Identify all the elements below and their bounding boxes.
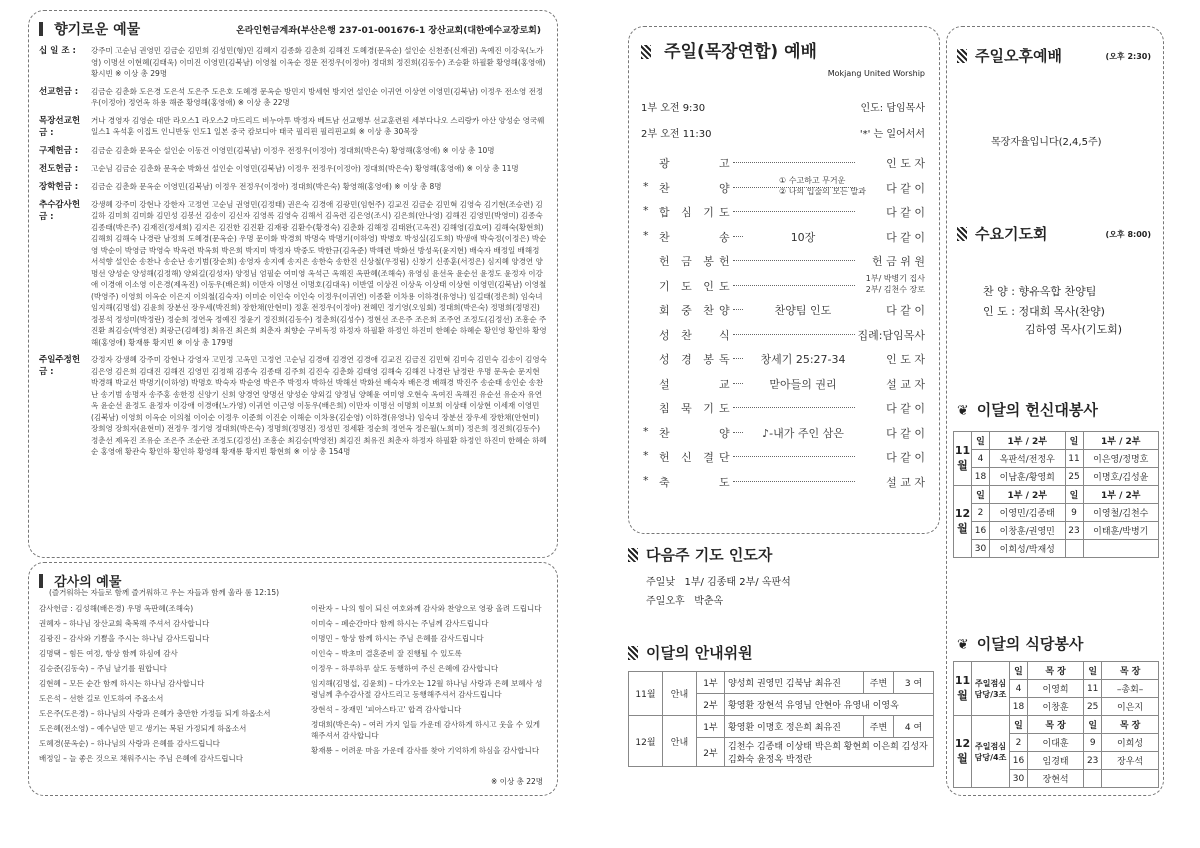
item-name-end: 식 <box>719 328 730 342</box>
schedule-cell: 4 <box>972 450 990 468</box>
worship-row <box>643 445 925 467</box>
header-cell: 일 <box>1010 716 1028 734</box>
star-mark: * <box>643 204 649 217</box>
schedule-cell: 옥판석/전정우 <box>990 450 1066 468</box>
item-name-end: 도 <box>719 475 730 489</box>
thanks-item: 임지해(김명섭, 김윤희) – 다가오는 12월 하나님 사랑과 은혜 보혜사 성령님께 추수감사절 감사드리고 동행해주셔서 감사드립니다 <box>311 679 543 699</box>
thanks-item: 김광진 – 감사와 기쁨을 주시는 하나님 감사드립니다 <box>39 634 210 643</box>
offering-item <box>39 86 547 109</box>
month-label: 12월 <box>954 486 972 558</box>
next-r1-value: 1부/ 김종태 2부/ 옥판석 <box>684 577 791 588</box>
category-cell <box>972 716 1010 788</box>
thanks-item: 이정우 – 하루하루 살도 동행하여 주신 은혜에 감사합니다 <box>311 664 499 673</box>
usher-names: 김천수 김종태 이상태 박은희 황현희 이은희 김성자 김화숙 윤정옥 박정란 <box>725 738 934 767</box>
item-name: 설 <box>659 377 674 391</box>
item-name-end: 단 <box>719 451 730 464</box>
category-name: 주일점심 <box>975 741 1006 751</box>
star-mark: * <box>643 228 649 242</box>
afternoon-time: (오후 2:30) <box>1105 52 1151 61</box>
thanks-item: 도은혜(전소영) – 예수님만 믿고 생기는 복된 가정되게 하옵소서 <box>39 724 247 733</box>
wed-line-2: 인 도 : 정대희 목사(찬양) <box>983 305 1105 318</box>
schedule-cell: 이은영/정명호 <box>1083 450 1159 468</box>
thanks-col-right <box>311 603 547 768</box>
offering-label: 목장선교헌금 : <box>39 115 81 138</box>
item-name: 찬 <box>659 230 674 244</box>
offering-label: 전도헌금 : <box>39 163 79 174</box>
month-label: 12월 <box>954 716 972 788</box>
usher-part: 1부 <box>697 672 725 694</box>
offering-names: 강생혜 강주미 강현나 강한자 고정연 고순님 권영민(김정태) 권은숙 김경애 김광민(임현주) 김교진 김금순 김민혁 김영숙 김기현(조승련) 김길하 김미희 김미화 김민성 김봉선 김송이 김신자 김영록 김영숙 김해서 김옥련 김은영(조시) 김은희(안나영) 김해진 김영민(박영미) 김종숙 김종태(박은주) 김재진(정세희) 김지은 김진한 김진환 김재광 김환수(황경숙) 김춘화 김해정 김태완(고옥진) 김해영(김효여) 김해숙(황현희) 김해희 김해숙 나경란 남정희 도혜경(문옥순) 우명 문이화 박경희 박명숙 박명기(이하영) 박병호 박성실(김도희) 박생애 박숙정(이정은) 박순영 박순이 박영금 박영숙 박옥련 박옥희 박은희 박지미 박정자 박중도 박한규(김옥준) 박해련 박화선 방성욱(윤지현) 배숙자 배정일 배해정 서석향 설인순 송찬나 송순난 송기범(장순희) 송영자 송지예 송지은 송한숙 송한진 신상철(우정림) 신창기 신종훈(서정은) 심지혜 양경연 양명선 양성순 양성해(김정해) 양외길(김성자) 양정님 엄필순 여미영 옥석근 옥해진 옥판혜(조해숙) 유영심 윤선옥 윤순선 윤정도 윤정자 이강애 이경애 이소영 이은경(제옥진) 이동우(배은희) 이만자 이명선 이명호(김대욱) 이반열 이상진 이상욱 이상태 이상현 이영민(김북남) 이영철(박영주) 이영희 이옥순 이은지 이의철(김숙자) 이미순 이인숙 이인숙 이정우(이귀연) 이종환 이차용 이하경(유영나) 임길태(정은희) 임숙녀 임지해(김명섭) 김윤희 장분선 장우세(박진희) 장한채(안현미) 정훈 전정우(이정아) 전혜민 정기영(오임회) 정대희(박은숙) 정명희(정명진) 정봉석 정성미(박정란) 정순희 정연옥 정예진 정윤기 정진희(김동수) 정춘희(김성수) 정현선 조은주 조은희 조주연 조정도(김정선) 조흥순 주진환 최김승(박영전) 최광근(김혜정) 최유진 최은희 최춘자 최향순 구비독정 하정자 하필환 하정인 하진미 한혜순 하혜순 황인영 황인하 황영해(홍영애) 황재룡 황지빈 ※ 이상 총 179명 <box>91 199 547 347</box>
usher-part: 1부 <box>697 716 725 738</box>
worship-row <box>643 372 925 394</box>
item-detail: 맏아들의 권리 <box>743 376 863 392</box>
header-cell: 일 <box>1084 716 1102 734</box>
item-detail: 창세기 25:27-34 <box>743 351 863 367</box>
prayer-1: 1부/ 박병기 집사 <box>865 273 925 283</box>
offering-label: 장학헌금 : <box>39 181 79 192</box>
thanks-item: 권혜자 – 하나님 장산교회 축복해 주셔서 감사합니다 <box>39 619 210 628</box>
bar-icon <box>39 22 43 36</box>
schedule-cell: 25 <box>1084 698 1102 716</box>
ushers-table <box>628 671 934 767</box>
pattern-icon <box>628 548 638 562</box>
usher-role: 안내 <box>663 672 697 716</box>
header-cell: 일 <box>1010 662 1028 680</box>
offering-label: 주일주정헌금 : <box>39 355 81 377</box>
schedule-cell <box>1084 770 1102 788</box>
schedule-cell: 이은지 <box>1102 698 1159 716</box>
next-r2-value: 박춘옥 <box>694 596 724 607</box>
item-name: 합 심 기 <box>659 206 718 219</box>
ushers-title: 이달의 안내위원 <box>646 644 753 662</box>
star-mark: * <box>643 179 649 193</box>
item-person: 인 도 자 <box>886 353 925 366</box>
item-name-end: 독 <box>719 353 730 366</box>
header-cell: 일 <box>1065 486 1083 504</box>
worship-row <box>643 249 925 271</box>
item-detail: 10장 <box>743 229 863 245</box>
usher-count: 4 여 <box>894 716 934 738</box>
afternoon-body: 목장자율입니다(2,4,5주) <box>991 137 1102 148</box>
offering-item <box>39 45 547 80</box>
schedule-cell: 2 <box>1010 734 1028 752</box>
worship-row <box>643 200 925 222</box>
schedule-cell: 임경태 <box>1028 752 1084 770</box>
account-info: 온라인헌금계좌(부산은행 237-01-001676-1 장산교회(대한예수교장로회) <box>236 26 541 36</box>
schedule-cell: 이영철/김천수 <box>1083 504 1159 522</box>
offering-item <box>39 181 547 193</box>
offering-label: 구제헌금 : <box>39 145 79 156</box>
next-r1-label: 주일낮 <box>646 577 675 588</box>
month-label: 11월 <box>954 662 972 716</box>
thanks-item: 이미숙 – 폐순간마다 함께 하시는 주님께 감사드립니다 <box>311 619 489 628</box>
kitchen-title: 이달의 식당봉사 <box>976 635 1084 653</box>
hymn-1: ① 수고하고 무거운 <box>779 175 846 185</box>
thanks-box <box>28 562 558 796</box>
wed-line-3: 김하영 목사(기도회) <box>1025 323 1123 336</box>
item-person: 헌 금 위 원 <box>872 255 925 268</box>
schedule-cell: 30 <box>1010 770 1028 788</box>
next-prayer-section <box>628 544 940 607</box>
schedule-cell: 이대훈 <box>1028 734 1084 752</box>
schedule-cell: 16 <box>1010 752 1028 770</box>
worship-title: 주일(목장연합) 예배 <box>664 42 817 62</box>
worship-box <box>628 26 940 534</box>
star-mark: * <box>643 473 649 487</box>
schedule-cell: 11 <box>1065 450 1083 468</box>
item-name: 찬 <box>659 181 674 195</box>
offering-names: 강주미 고순님 권영민 김금순 김민희 김성민(형)민 김혜지 김종화 김춘희 김해진 도혜경(문옥순) 설인순 신천종(신재권) 옥예진 이강욱(노가영) 이명선 이현혜(김태욱) 이미진 이영민(김북남) 이영철 이옥순 정문 전정우(이정아) 정대희 정진희(김동수) 조승환 하필환 황영해(홍영애) 황시빈 ※ 이상 총 29명 <box>91 46 546 78</box>
schedule-cell <box>1065 540 1083 558</box>
item-name: 축 <box>659 475 674 489</box>
item-name: 회 중 찬 <box>659 304 718 317</box>
worship-row <box>643 176 925 198</box>
offering-names: 거나 경영자 김영순 대만 라오스1 라오스2 마드리드 비누아투 박정자 베트남 선교행부 선교훈련원 세부다나오 스리랑카 아산 양성순 영국웨일스1 옥석훈 이집트 인니반둥 인도1 일본 중국 캄보디아 태국 필리핀 필리핀교회 ※ 이상 총 30목장 <box>91 115 545 136</box>
thanks-item: 배정일 – 늘 좋은 것으로 채워주시는 주님 은혜에 감사드립니다 <box>39 754 243 763</box>
thanks-col-left <box>39 603 301 768</box>
header-cell: 일 <box>972 432 990 450</box>
offering-label: 십 일 조 : <box>39 46 76 56</box>
thanks-subtitle: (즐거워하는 자들로 함께 즐거워하고 우는 자들과 함께 울라 롬 12:15) <box>49 588 280 597</box>
thanks-item: 감사헌금 : 김성해(배은경) 우명 옥판혜(조해숙) <box>39 604 194 613</box>
thanks-item: 도은주(도은경) – 하나님의 사랑과 은혜가 충만한 가정들 되게 하옵소서 <box>39 709 271 718</box>
schedule-cell: 9 <box>1084 734 1102 752</box>
thanks-item: 이인숙 – 박초미 결혼준비 잘 진행될 수 있도록 <box>311 649 462 658</box>
item-name-end: 양 <box>719 181 730 195</box>
offering-names: 고순님 김금순 김춘화 문옥순 박화선 설인순 이영민(김북남) 이정우 전정우(이정아) 정대희(박은숙) 황영해(홍영애) ※ 이상 총 11명 <box>91 163 519 173</box>
item-name-end: 도 <box>719 402 730 415</box>
schedule-cell: 이태훈/박병기 <box>1083 522 1159 540</box>
afternoon-title: 주일오후예배 <box>975 47 1062 65</box>
item-person: 다 같 이 <box>886 402 925 415</box>
service-table <box>953 431 1159 558</box>
thanks-item: 김명택 – 힘든 여정, 항상 함께 하심에 감사 <box>39 649 178 658</box>
thanks-item: 도은석 – 선한 길로 인도하여 주옵소서 <box>39 694 164 703</box>
schedule-cell: 장현석 <box>1028 770 1084 788</box>
star-mark: * <box>643 424 649 438</box>
schedule-cell: 25 <box>1065 468 1083 486</box>
item-name: 성 찬 <box>659 328 696 342</box>
stand-note: '*' 는 일어서서 <box>859 129 925 140</box>
item-person: 다 같 이 <box>886 451 925 464</box>
offering-box <box>28 10 558 558</box>
usher-names: 황영환 장현석 유영님 안현아 유영내 이영옥 <box>725 694 934 716</box>
leaf-icon: ❦ <box>957 637 969 653</box>
wed-time: (오후 8:00) <box>1105 230 1151 239</box>
item-name: 찬 <box>659 426 674 440</box>
schedule-cell: 이영희 <box>1028 680 1084 698</box>
header-cell: 목 장 <box>1028 716 1084 734</box>
usher-month: 11월 <box>629 672 663 716</box>
offering-item <box>39 163 547 175</box>
schedule-cell: 이희성/박재성 <box>990 540 1066 558</box>
usher-count: 3 여 <box>894 672 934 694</box>
offering-item <box>39 115 547 139</box>
service-title: 이달의 헌신대봉사 <box>976 401 1098 419</box>
schedule-cell: 16 <box>972 522 990 540</box>
schedule-cell: 이명호/김성윤 <box>1083 468 1159 486</box>
thanks-item: 도혜경(문옥순) – 하나님의 사랑과 은혜를 감사드립니다 <box>39 739 220 748</box>
offering-item <box>39 354 547 458</box>
pattern-icon <box>957 227 967 241</box>
worship-row <box>643 298 925 320</box>
item-person: 다 같 이 <box>886 206 925 219</box>
schedule-cell: 2 <box>972 504 990 522</box>
item-person: 다 같 이 <box>886 426 925 440</box>
next-r2-label: 주일오후 <box>646 596 685 607</box>
schedule-cell: –총회– <box>1102 680 1159 698</box>
header-cell: 일 <box>972 486 990 504</box>
schedule-cell: 이창훈 <box>1028 698 1084 716</box>
worship-subtitle: Mokjang United Worship <box>827 69 925 78</box>
worship-row <box>643 274 925 296</box>
offering-item <box>39 199 547 349</box>
worship-row <box>643 396 925 418</box>
schedule-cell: 이영민/김종태 <box>990 504 1066 522</box>
schedule-cell: 18 <box>1010 698 1028 716</box>
usher-names: 양성희 권영민 김북남 최유진 <box>725 672 864 694</box>
item-person: 다 같 이 <box>886 181 925 195</box>
item-person: 집례:담임목사 <box>857 328 925 342</box>
usher-names: 황영환 이명호 정은희 최유진 <box>725 716 864 738</box>
category-team: 담당/3조 <box>974 689 1007 699</box>
header-cell: 목 장 <box>1102 662 1159 680</box>
worship-row <box>643 347 925 369</box>
time-1: 1부 오전 9:30 <box>641 103 706 114</box>
item-name: 헌 신 결 <box>659 451 718 464</box>
item-name-end: 헌 <box>719 255 730 268</box>
schedule-cell: 이희성 <box>1102 734 1159 752</box>
offering-label: 추수감사헌금 : <box>39 199 81 222</box>
item-detail: ♪-내가 주인 삼은 <box>743 425 863 441</box>
schedule-cell: 18 <box>972 468 990 486</box>
kitchen-table <box>953 661 1159 788</box>
worship-row <box>643 151 925 173</box>
offering-names: 김금순 김춘화 도은경 도은석 도은주 도은호 도혜경 문옥순 방민지 방세현 방지연 설인순 이귀연 이상연 이영민(김북남) 이정우 전소영 전정우(이정아) 정연옥 하용 해준 황영해(홍영애) ※ 이상 총 22명 <box>91 86 544 107</box>
offering-title: 향기로운 예물 <box>54 22 141 38</box>
schedule-cell <box>1102 770 1159 788</box>
leader: 인도: 담임목사 <box>860 103 925 114</box>
schedule-cell: 4 <box>1010 680 1028 698</box>
worship-row <box>643 470 925 492</box>
schedule-cell <box>1083 540 1159 558</box>
pattern-icon <box>957 49 967 63</box>
bar-icon <box>39 574 43 588</box>
item-person: 설 교 자 <box>886 377 925 391</box>
category-team: 담당/4조 <box>974 752 1007 762</box>
item-person: 다 같 이 <box>886 304 925 317</box>
usher-part: 2부 <box>697 694 725 716</box>
item-person: 인 도 자 <box>886 157 925 170</box>
item-name: 성 경 봉 <box>659 353 718 366</box>
offering-list <box>39 45 547 458</box>
header-cell: 일 <box>1065 432 1083 450</box>
thanks-item: 장현석 – 장재민 '피아스타고' 합격 감사합니다 <box>311 705 462 714</box>
item-name-end: 고 <box>719 157 730 170</box>
wed-title: 수요기도회 <box>975 225 1048 243</box>
schedule-cell: 23 <box>1084 752 1102 770</box>
thanks-count: ※ 이상 총 22명 <box>491 777 543 786</box>
usher-lead: 주변 <box>864 716 894 738</box>
offering-label: 선교헌금 : <box>39 86 79 97</box>
thanks-item: 황재룡 – 어려운 마음 가운데 감사를 찾아 기억하게 하심을 감사합니다 <box>311 746 540 755</box>
worship-row <box>643 225 925 247</box>
item-name-end: 송 <box>719 230 730 244</box>
time-2: 2부 오전 11:30 <box>641 129 712 140</box>
offering-names: 강정자 강생혜 강주미 강현나 강영자 고민정 고옥민 고정연 고순님 김경애 김경연 김경애 김교진 김금진 김민혁 김미숙 김민숙 김송이 김영숙 김은영 김은희 김대진 김해진 김영민 김정해 김종숙 김종태 김주희 김진숙 김춘화 김태영 김해숙 김해진 나경란 남정란 우명 문옥순 문지현 박경해 박교선 박명기(이하영) 박명호 박숙자 박순영 박은주 박정자 박하선 박해선 박화선 배숙자 배은경 배해경 박진주 송순태 송인순 송찬난 송기범 송명자 송주홍 송한정 신양기 신희 양경연 양명선 양성순 양외길 양정님 양혜윤 여미영 오현숙 옥여진 옥해진 유순선 유순자 유연옥 윤순선 윤정도 윤정자 이강애 이경애(노가영) 이귀연 이근영 이동우(배은희) 이만자 이명선 이명희 이보희 이상태 이상현 이세재 이영민(김북남) 이영희 이옥순 이의철 이이순 이정우 이준희 이진순 이해순 이차용(김순영) 이하경(유영나) 임숙녀 장분선 장우세 장한채(안현미) 장희영 장희자(윤현미) 전정우 정기영 정대희(박은숙) 정명희(정명진) 정성민 정세환 정순희 정연옥 정은월(노희미) 정은희 정진희(김동수) 정춘선 제옥진 조유순 조은주 조순란 조정도(김정선) 조흥순 최김승(박영전) 최김진 최유진 최춘자 하정자 하필환 하정인 하진미 한혜순 하혜순 홍영애 황관숙 황인하 황인하 황영해 황재룡 황지빈 황현희 ※ 이상 총 154명 <box>91 355 547 456</box>
schedule-cell: 23 <box>1065 522 1083 540</box>
thanks-item: 김승준(김동숙) – 주님 날기를 원합니다 <box>39 664 167 673</box>
header-cell: 1부 / 2부 <box>990 486 1066 504</box>
offering-names: 김금순 김춘화 문옥순 이영민(김북남) 이정우 전정우(이정아) 정대희(박은숙) 황영해(홍영애) ※ 이상 총 8명 <box>91 181 442 191</box>
thanks-item: 이명민 – 항상 함께 하시는 주님 은혜를 감사드립니다 <box>311 634 484 643</box>
category-cell <box>972 662 1010 716</box>
header-cell: 1부 / 2부 <box>1083 432 1159 450</box>
schedule-cell: 9 <box>1065 504 1083 522</box>
usher-month: 12월 <box>629 716 663 767</box>
schedule-cell: 30 <box>972 540 990 558</box>
pattern-icon <box>628 646 638 660</box>
item-person: 다 같 이 <box>886 230 925 244</box>
worship-row <box>643 421 925 443</box>
thanks-title: 감사의 예물 <box>54 575 122 590</box>
header-cell: 일 <box>1084 662 1102 680</box>
prayer-2: 2부/ 김천수 장로 <box>865 284 925 294</box>
item-name: 광 <box>659 157 674 170</box>
usher-part: 2부 <box>697 738 725 767</box>
item-person: 설 교 자 <box>886 475 925 489</box>
month-label: 11월 <box>954 432 972 486</box>
wed-line-1: 찬 양 : 향유옥합 찬양팀 <box>983 285 1097 298</box>
category-name: 주일점심 <box>975 678 1006 688</box>
header-cell: 목 장 <box>1102 716 1159 734</box>
header-cell: 목 장 <box>1028 662 1084 680</box>
item-detail: 찬양팀 인도 <box>743 302 863 318</box>
item-name: 헌 금 봉 <box>659 255 718 268</box>
offering-item <box>39 145 547 157</box>
header-cell: 1부 / 2부 <box>990 432 1066 450</box>
thanks-item: 이란자 – 나의 힘이 되신 여호와께 감사와 찬양으로 영광 올려 드립니다 <box>311 604 542 613</box>
right-box <box>946 26 1164 796</box>
pattern-icon <box>641 45 651 59</box>
worship-row <box>643 323 925 345</box>
item-name-end: 교 <box>719 377 730 391</box>
leaf-icon: ❦ <box>957 403 969 419</box>
ushers-section <box>628 642 940 767</box>
offering-names: 김금순 김춘화 문옥순 설인순 이동건 이영민(김북남) 이정우 전정우(이정아) 정대희(박은숙) 황영해(홍영애) ※ 이상 총 10명 <box>91 145 495 155</box>
schedule-cell: 장우석 <box>1102 752 1159 770</box>
schedule-cell: 이남훈/황영희 <box>990 468 1066 486</box>
item-name-end: 양 <box>719 426 730 440</box>
item-name-end: 도 <box>719 206 730 219</box>
schedule-cell: 이창훈/권영민 <box>990 522 1066 540</box>
star-mark: * <box>643 449 649 462</box>
next-title: 다음주 기도 인도자 <box>646 546 773 564</box>
header-cell: 1부 / 2부 <box>1083 486 1159 504</box>
item-name-end: 도 <box>719 279 730 293</box>
thanks-item: 김현혜 – 모든 순간 함께 하시는 하나님 감사합니다 <box>39 679 205 688</box>
item-name: 침 묵 기 <box>659 402 718 415</box>
schedule-cell: 11 <box>1084 680 1102 698</box>
item-name: 기 도 인 <box>659 279 718 293</box>
usher-lead: 주변 <box>864 672 894 694</box>
thanks-item: 정대희(박은숙) – 여러 가지 일들 가운데 감사하게 하시고 웃을 수 있게 해주셔서 감사합니다 <box>311 720 541 740</box>
usher-role: 안내 <box>663 716 697 767</box>
hymn-2: ② 나의 입술의 모든 말과 <box>779 186 866 196</box>
item-name-end: 양 <box>719 304 730 317</box>
